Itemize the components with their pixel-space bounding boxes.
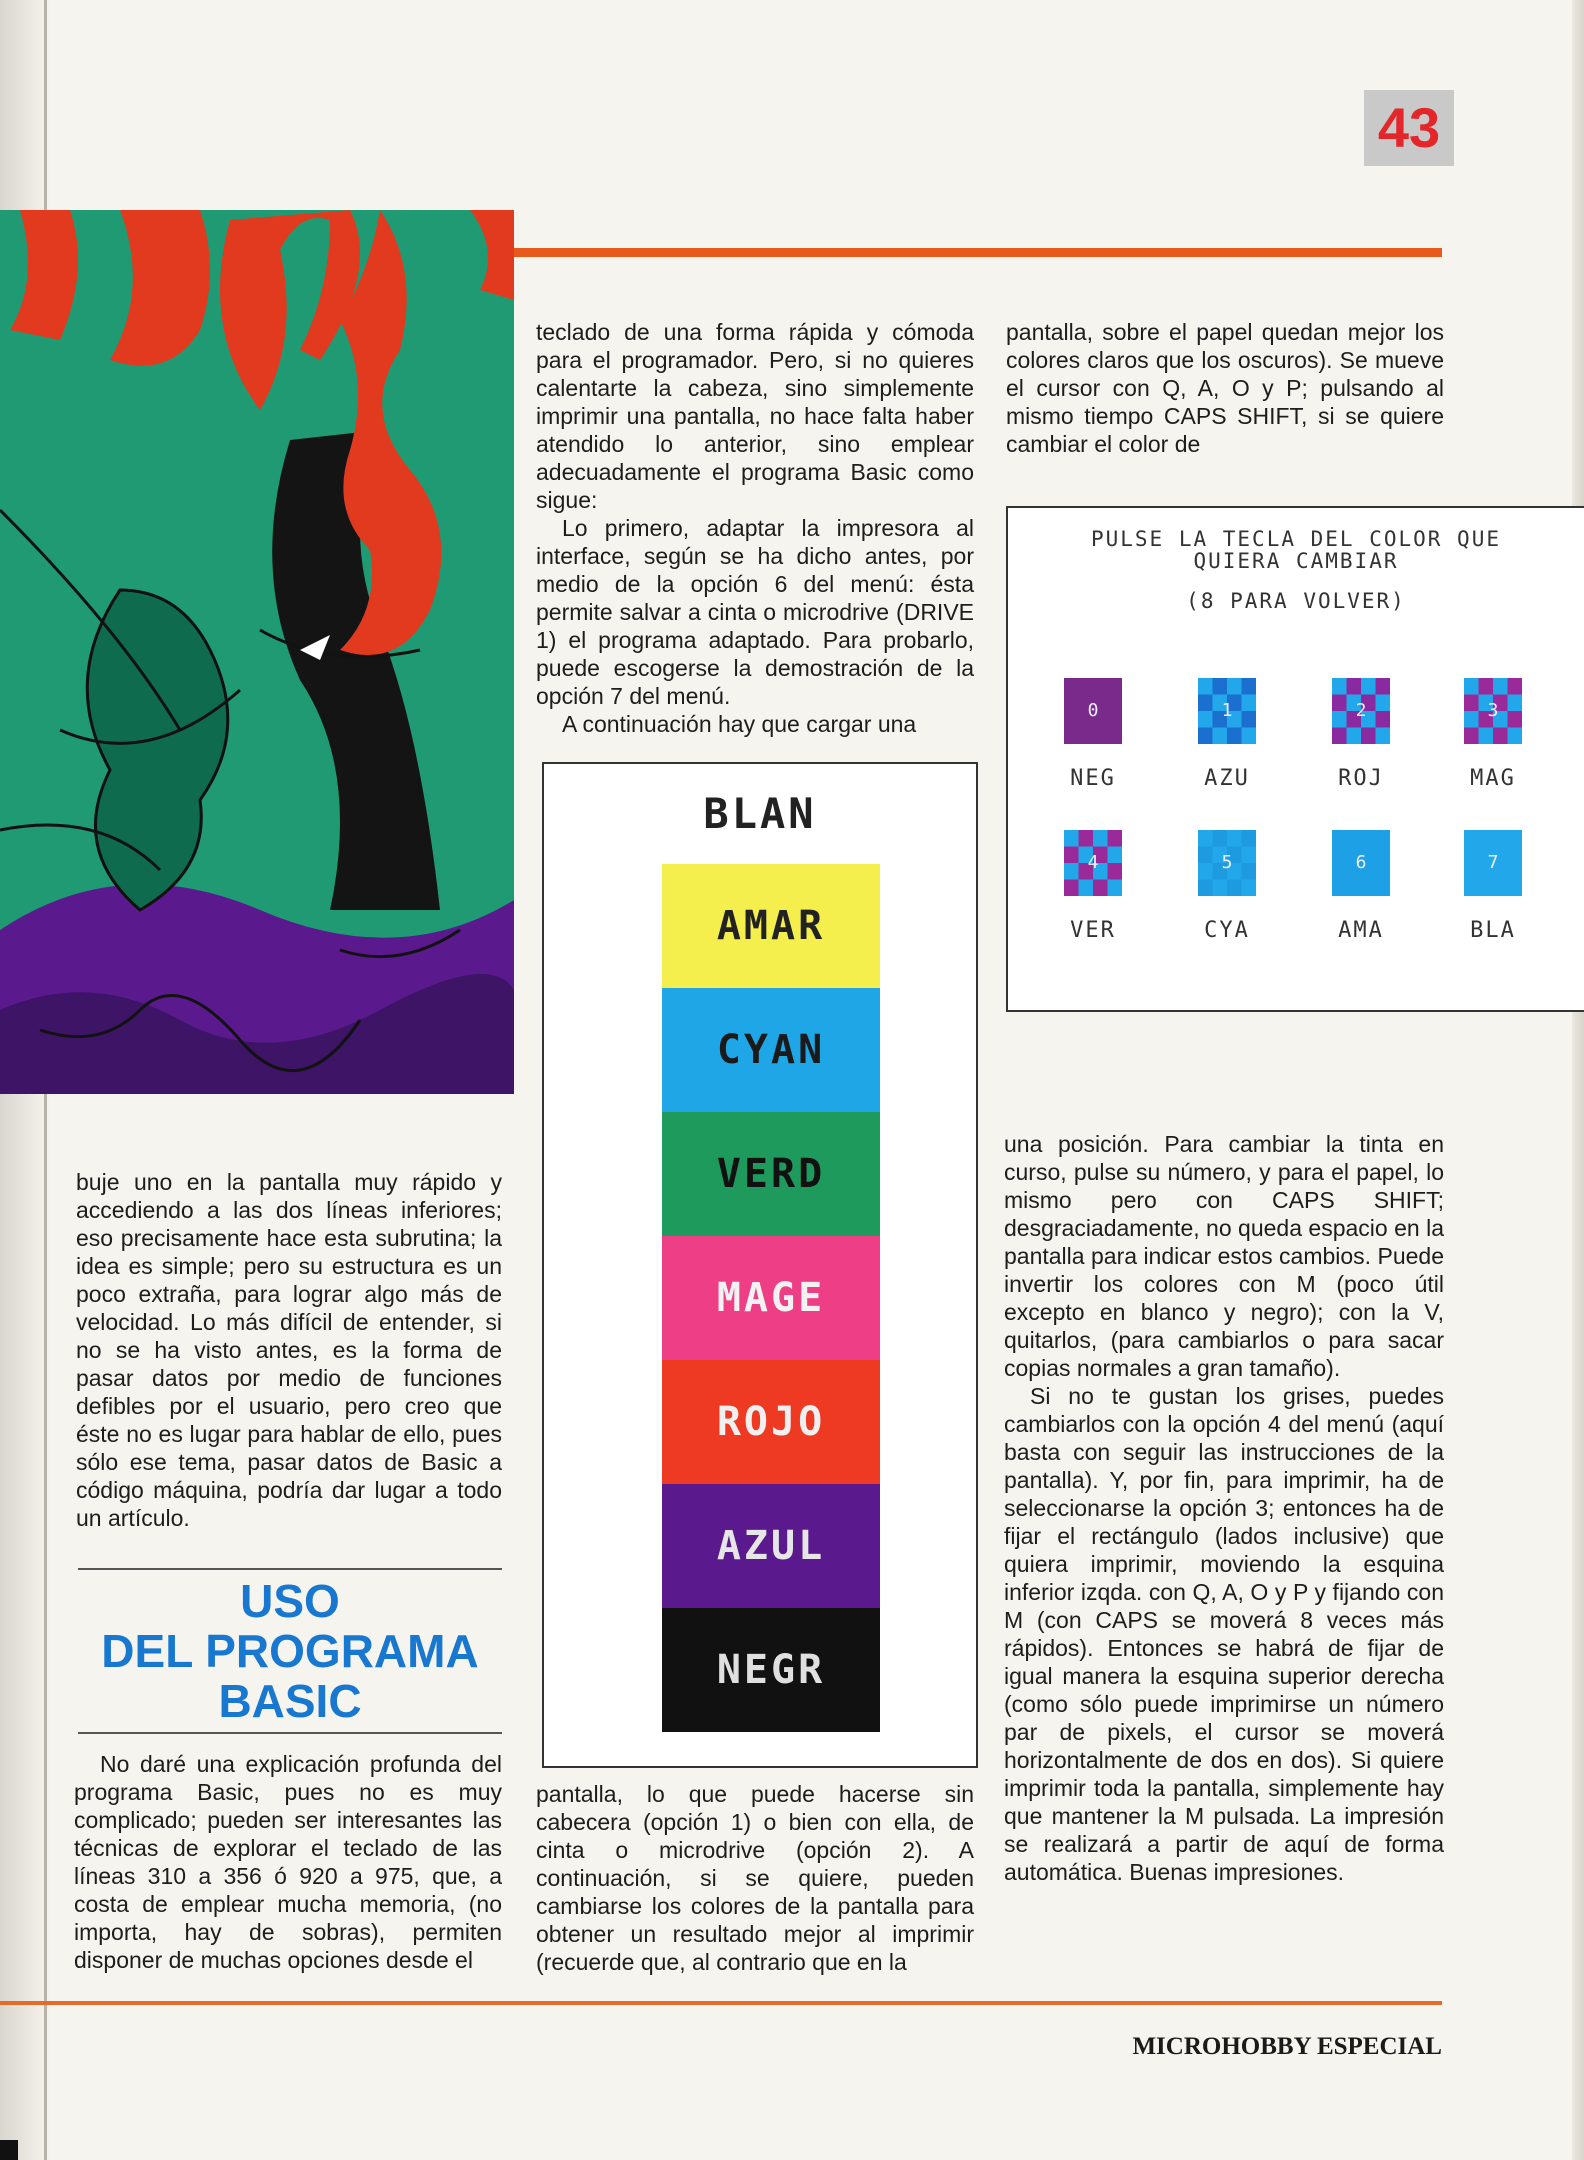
color-bar-header: BLAN <box>703 789 817 838</box>
heading-line: BASIC <box>218 1675 362 1727</box>
color-menu-screenshot <box>1006 506 1584 1012</box>
color-bar: ROJO <box>662 1360 880 1484</box>
color-bar: AZUL <box>662 1484 880 1608</box>
paragraph: pantalla, lo que puede hacerse sin cabecera (opción 1) o bien con ella, de cinta o microdrive (opción 2). A continuación, si se quiere, pueden cambiarse los colores de la pantalla para obtener un resultado mejor al imprimir (recuerde que, al contrario que en la <box>536 1781 974 1975</box>
magazine-brand: MICROHOBBY ESPECIAL <box>1132 2033 1442 2060</box>
swatch-number: 5 <box>1221 852 1233 873</box>
color-swatch <box>1198 830 1256 896</box>
game-artwork <box>0 210 514 1094</box>
swatch-label: VER <box>1070 918 1116 943</box>
color-bars-screenshot <box>542 762 978 1768</box>
color-swatch <box>1332 830 1390 896</box>
paragraph: teclado de una forma rápida y cómoda para el programador. Pero, si no quieres calentarte la cabeza, sino simplemente imprimir una pantalla, no hace falta haber atendido lo anterior, sino emplear adecuadamente el programa Basic como sigue: <box>536 319 974 513</box>
swatch-number: 0 <box>1087 700 1099 721</box>
swatch-number: 3 <box>1487 700 1499 721</box>
swatch-label: BLA <box>1470 918 1516 943</box>
column-left-middle <box>76 1168 502 1532</box>
column-right-bottom <box>1004 1130 1444 1886</box>
paragraph: una posición. Para cambiar la tinta en curso, pulse su número, y para el papel, lo mismo pero con CAPS SHIFT; desgraciadamente, no queda espacio en la pantalla para indicar estos cambios. Puede invertir los colores con M (poco útil excepto en blanco y negro); con la V, quitarlos, (para cambiarlos o para sacar copias normales a gran tamaño). <box>1004 1131 1444 1381</box>
color-swatch <box>1198 678 1256 744</box>
color-swatch <box>1464 830 1522 896</box>
swatch-number: 2 <box>1355 700 1367 721</box>
column-middle-bottom <box>536 1780 974 1976</box>
swatch-label: CYA <box>1204 918 1250 943</box>
heading-rule-bottom <box>78 1732 502 1734</box>
menu-prompt-line2: QUIERA CAMBIAR <box>1193 549 1399 573</box>
paragraph: Si no te gustan los grises, puedes cambiarlos con la opción 4 del menú (aquí basta con seguir las instrucciones de la pantalla). Y, por fin, para imprimir, ha de seleccionarse la opción 3; entonces ha de fijar el rectángulo (lados inclusive) que quiera imprimir, moviendo la esquina inferior izqda. con Q, A, O y P y fijando con M (con CAPS se moverá 8 veces más rápidos). Entonces se habrá de fijar de igual manera la esquina superior derecha (como sólo puede imprimirse un número par de pixels, el cursor se moverá horizontalmente de dos en dos). Si quiere imprimir toda la pantalla, simplemente hay que mantener la M pulsada. La impresión se realizará a partir de aquí de forma automática. Buenas impresiones. <box>1004 1383 1444 1885</box>
page-number: 43 <box>1364 90 1454 166</box>
heading-line: DEL PROGRAMA <box>101 1625 479 1677</box>
swatch-label: AMA <box>1338 918 1384 943</box>
color-swatch <box>1064 830 1122 896</box>
color-swatch <box>1064 678 1122 744</box>
color-bar: VERD <box>662 1112 880 1236</box>
section-heading <box>78 1576 502 1726</box>
swatch-label: AZU <box>1204 766 1250 791</box>
bottom-rule <box>0 2001 1442 2005</box>
menu-prompt-line3: (8 PARA VOLVER) <box>1186 589 1406 613</box>
column-left-bottom <box>74 1750 502 1974</box>
color-swatch <box>1332 678 1390 744</box>
color-bar: CYAN <box>662 988 880 1112</box>
menu-prompt-line1: PULSE LA TECLA DEL COLOR QUE <box>1090 527 1501 551</box>
corner-mark <box>0 2140 18 2160</box>
swatch-label: NEG <box>1070 766 1116 791</box>
swatch-label: MAG <box>1470 766 1516 791</box>
paragraph: Lo primero, adaptar la impresora al interface, según se ha dicho antes, por medio de la opción 6 del menú: ésta permite salvar a cinta o microdrive (DRIVE 1) el programa adaptado. Para probarlo, puede escogerse la demostración de la opción 7 del menú. <box>536 515 974 709</box>
page-edge <box>1572 0 1584 2160</box>
paragraph: buje uno en la pantalla muy rápido y accediendo a las dos líneas inferiores; eso precisamente hace esta subrutina; la idea es simple; pero su estructura es un poco extraña, para lograr algo más de velocidad. Lo más difícil de entender, si no se ha visto antes, es la forma de pasar datos por medio de funciones defibles por el usuario, pero creo que éste no es lugar para hablar de ello, pues sólo ese tema, pasar datos de Basic a código máquina, podría dar lugar a todo un artículo. <box>76 1169 502 1531</box>
heading-line: USO <box>240 1575 340 1627</box>
color-bar: NEGR <box>662 1608 880 1732</box>
swatch-number: 4 <box>1087 852 1099 873</box>
paragraph: No daré una explicación profunda del programa Basic, pues no es muy complicado; pueden ser interesantes las técnicas de explorar el teclado de las líneas 310 a 356 ó 920 a 975, que, a costa de emplear mucha memoria, (no importa, hay de sobras), permiten disponer de muchas opciones desde el <box>74 1751 502 1973</box>
column-right-top <box>1006 318 1444 458</box>
paragraph: A continuación hay que cargar una <box>562 711 917 737</box>
top-rule <box>512 248 1442 257</box>
swatch-label: ROJ <box>1338 766 1384 791</box>
color-swatch <box>1464 678 1522 744</box>
color-bar: MAGE <box>662 1236 880 1360</box>
swatch-number: 1 <box>1221 700 1233 721</box>
column-middle-top <box>536 318 974 738</box>
swatch-number: 7 <box>1487 852 1499 873</box>
swatch-number: 6 <box>1355 852 1367 873</box>
paragraph: pantalla, sobre el papel quedan mejor los colores claros que los oscuros). Se mueve el cursor con Q, A, O y P; pulsando al mismo tiempo CAPS SHIFT, si se quiere cambiar el color de <box>1006 319 1444 457</box>
color-bar: AMAR <box>662 864 880 988</box>
heading-rule-top <box>78 1568 502 1570</box>
